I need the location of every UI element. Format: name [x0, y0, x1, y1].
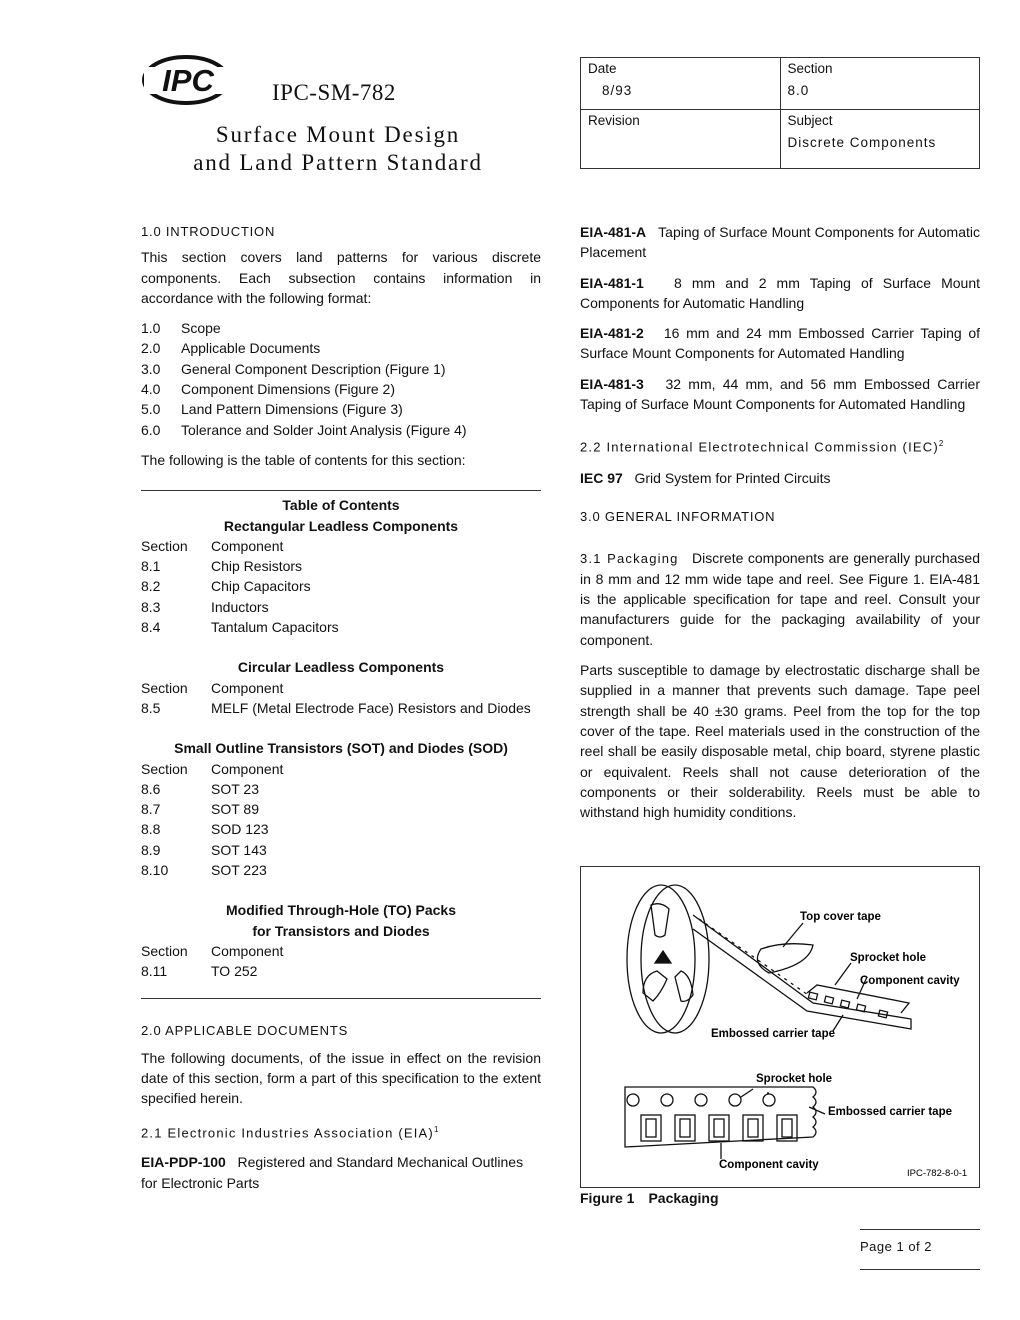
footer-rule-bottom	[860, 1269, 980, 1270]
leader-embossed-2	[809, 1107, 825, 1114]
eia-heading: 2.1 Electronic Industries Association (EIA)$^1$	[141, 1124, 440, 1141]
document-title-line2: and Land Pattern Standard	[193, 150, 483, 175]
general-heading: 3.0 GENERAL INFORMATION	[580, 509, 776, 525]
figure-caption-label: Figure 1	[580, 1190, 635, 1206]
sprocket-hole	[695, 1094, 707, 1106]
label-component-cavity: Component cavity	[860, 975, 960, 987]
toc-group-heading: Modified Through-Hole (TO) Packs	[226, 902, 456, 919]
toc-intro: The following is the table of contents for this section:	[141, 451, 466, 468]
reel-window	[651, 904, 669, 937]
toc-group-heading: Small Outline Transistors (SOT) and Diodes (SOD)	[174, 740, 508, 757]
toc-title: Table of Contents	[282, 497, 400, 514]
leader-sprocket-2	[741, 1089, 753, 1097]
format-item: 4.0 Component Dimensions (Figure 2)	[141, 381, 395, 398]
footer-rule-top	[860, 1229, 980, 1230]
figure-id: IPC-782-8-0-1	[907, 1168, 968, 1179]
eia-doc: EIA-481-A Taping of Surface Mount Components for Automatic Placement	[580, 224, 980, 261]
toc-row: 8.1 Chip Resistors	[141, 558, 303, 575]
revision-label: Revision	[588, 113, 640, 128]
left-column	[141, 222, 541, 1193]
esd-paragraph: Parts susceptible to damage by electrostatic discharge shall be supplied in a manner that prevents such damage. Tape peel strength shall be 40 ±30 grams. Peel from the top for the top cover of the tape. Reel materials used in the construction of the reel shall be easily disposable metal, chip board, styrene plastic or equivalent. Reels shall not cause deterioration of the components or their solderability. Reels must be able to withstand high humidity conditions.	[580, 662, 980, 821]
subject-cell	[780, 110, 980, 169]
toc-column-headers: Section Component	[141, 942, 284, 959]
eia-doc: EIA-481-1 8 mm and 2 mm Taping of Surface Mount Components for Automatic Handling	[580, 274, 980, 311]
packaging-diagram	[581, 867, 979, 1187]
logo-text: IPC	[162, 63, 214, 98]
format-item: 3.0 General Component Description (Figure 1)	[141, 360, 446, 377]
intro-heading: 1.0 INTRODUCTION	[141, 224, 276, 239]
iec-heading: 2.2 International Electrotechnical Commission (IEC)$^2$	[580, 439, 945, 455]
toc-row: 8.7 SOT 89	[141, 801, 259, 818]
reel-hub	[655, 951, 671, 963]
label-component-cavity-2: Component cavity	[719, 1159, 819, 1171]
eia-doc: EIA-PDP-100 Registered and Standard Mechanical Outlines for Electronic Parts	[141, 1154, 524, 1191]
component-cavity-inner	[782, 1119, 792, 1137]
leader-sprocket	[835, 963, 851, 985]
revision-cell	[581, 110, 781, 169]
label-sprocket-hole: Sprocket hole	[850, 952, 927, 964]
toc-column-headers: Section Component	[141, 679, 284, 696]
toc-bottom-rule	[141, 998, 541, 999]
format-item: 2.0 Applicable Documents	[141, 340, 321, 357]
sprocket-hole	[661, 1094, 673, 1106]
document-number: IPC-SM-782	[272, 80, 396, 105]
toc-column-headers: Section Component	[141, 760, 284, 777]
tape-strip-side	[625, 1087, 816, 1147]
applicable-paragraph: The following documents, of the issue in effect on the revision date of this section, form a part of this specification to the extent specified herein.	[141, 1049, 541, 1107]
date-label: Date	[588, 61, 617, 76]
toc-row: 8.8 SOD 123	[141, 821, 269, 838]
packaging-paragraph: 3.1 Packaging Discrete components are generally purchased in 8 mm and 12 mm wide tape and reel. See Figure 1. EIA-481 is the applicable specification for tape and reel. Consult your manufacturers guide for the packaging availability of your component.	[580, 549, 981, 648]
figure-caption	[580, 1190, 719, 1206]
toc-row: 8.5 MELF (Metal Electrode Face) Resistors and Diodes	[141, 699, 531, 716]
section-cell	[780, 58, 980, 110]
label-embossed-tape: Embossed carrier tape	[711, 1028, 836, 1040]
sprocket-holes-line	[699, 919, 811, 997]
applicable-heading: 2.0 APPLICABLE DOCUMENTS	[141, 1022, 349, 1038]
format-item: 5.0 Land Pattern Dimensions (Figure 3)	[141, 401, 403, 418]
toc-row: 8.3 Inductors	[141, 598, 269, 615]
sprocket-hole	[763, 1094, 775, 1106]
toc-row: 8.11 TO 252	[141, 963, 258, 980]
tape-strip	[693, 915, 911, 1029]
eia-doc: EIA-481-3 32 mm, 44 mm, and 56 mm Embossed Carrier Taping of Surface Mount Components for Automated Handling	[580, 375, 981, 413]
component-cavity-inner	[714, 1119, 724, 1137]
page-number: Page 1 of 2	[860, 1239, 932, 1254]
eia-doc: EIA-481-2 16 mm and 24 mm Embossed Carrier Taping of Surface Mount Components for Automated Handling	[580, 325, 980, 362]
component-cavity-inner	[748, 1119, 758, 1137]
label-top-cover: Top cover tape	[800, 911, 881, 923]
format-item: 6.0 Tolerance and Solder Joint Analysis (Figure 4)	[141, 421, 467, 438]
toc-group-heading-line2: for Transistors and Diodes	[252, 922, 430, 939]
date-cell	[581, 58, 781, 110]
table-of-contents	[141, 490, 541, 981]
toc-group-heading: Circular Leadless Components	[237, 659, 445, 676]
right-column	[580, 222, 980, 822]
figure-packaging	[580, 866, 980, 1188]
label-sprocket-hole-2: Sprocket hole	[756, 1073, 833, 1085]
toc-row: 8.10 SOT 223	[141, 862, 267, 879]
format-list	[141, 318, 541, 440]
document-meta-table	[580, 57, 980, 169]
component-cavity-inner	[680, 1119, 690, 1137]
component-cavity-inner	[646, 1119, 656, 1137]
subject-value: Discrete Components	[787, 135, 937, 150]
label-embossed-tape-2: Embossed carrier tape	[828, 1106, 953, 1118]
tape-end	[807, 985, 909, 1013]
section-value: 8.0	[787, 83, 810, 98]
sprocket-hole	[729, 1094, 741, 1106]
section-label: Section	[787, 61, 833, 76]
reel-window	[643, 971, 667, 1001]
toc-row: 8.9 SOT 143	[141, 841, 267, 858]
ipc-logo	[142, 54, 234, 106]
subject-label: Subject	[787, 113, 833, 128]
date-value: 8/93	[602, 83, 633, 98]
document-title-line1: Surface Mount Design	[215, 122, 461, 147]
figure-caption-text: Packaging	[648, 1190, 719, 1206]
toc-row: 8.2 Chip Capacitors	[141, 578, 311, 595]
toc-column-headers: Section Component	[141, 537, 284, 554]
toc-row: 8.6 SOT 23	[141, 780, 259, 797]
format-item: 1.0 Scope	[141, 320, 221, 337]
toc-row: 8.4 Tantalum Capacitors	[141, 619, 339, 636]
intro-paragraph: This section covers land patterns for various discrete components. Each subsection contains information in accordance with the following format:	[141, 249, 541, 306]
iec-doc: IEC 97 Grid System for Printed Circuits	[580, 470, 831, 486]
sprocket-hole	[627, 1094, 639, 1106]
toc-group-heading: Rectangular Leadless Components	[223, 517, 459, 534]
